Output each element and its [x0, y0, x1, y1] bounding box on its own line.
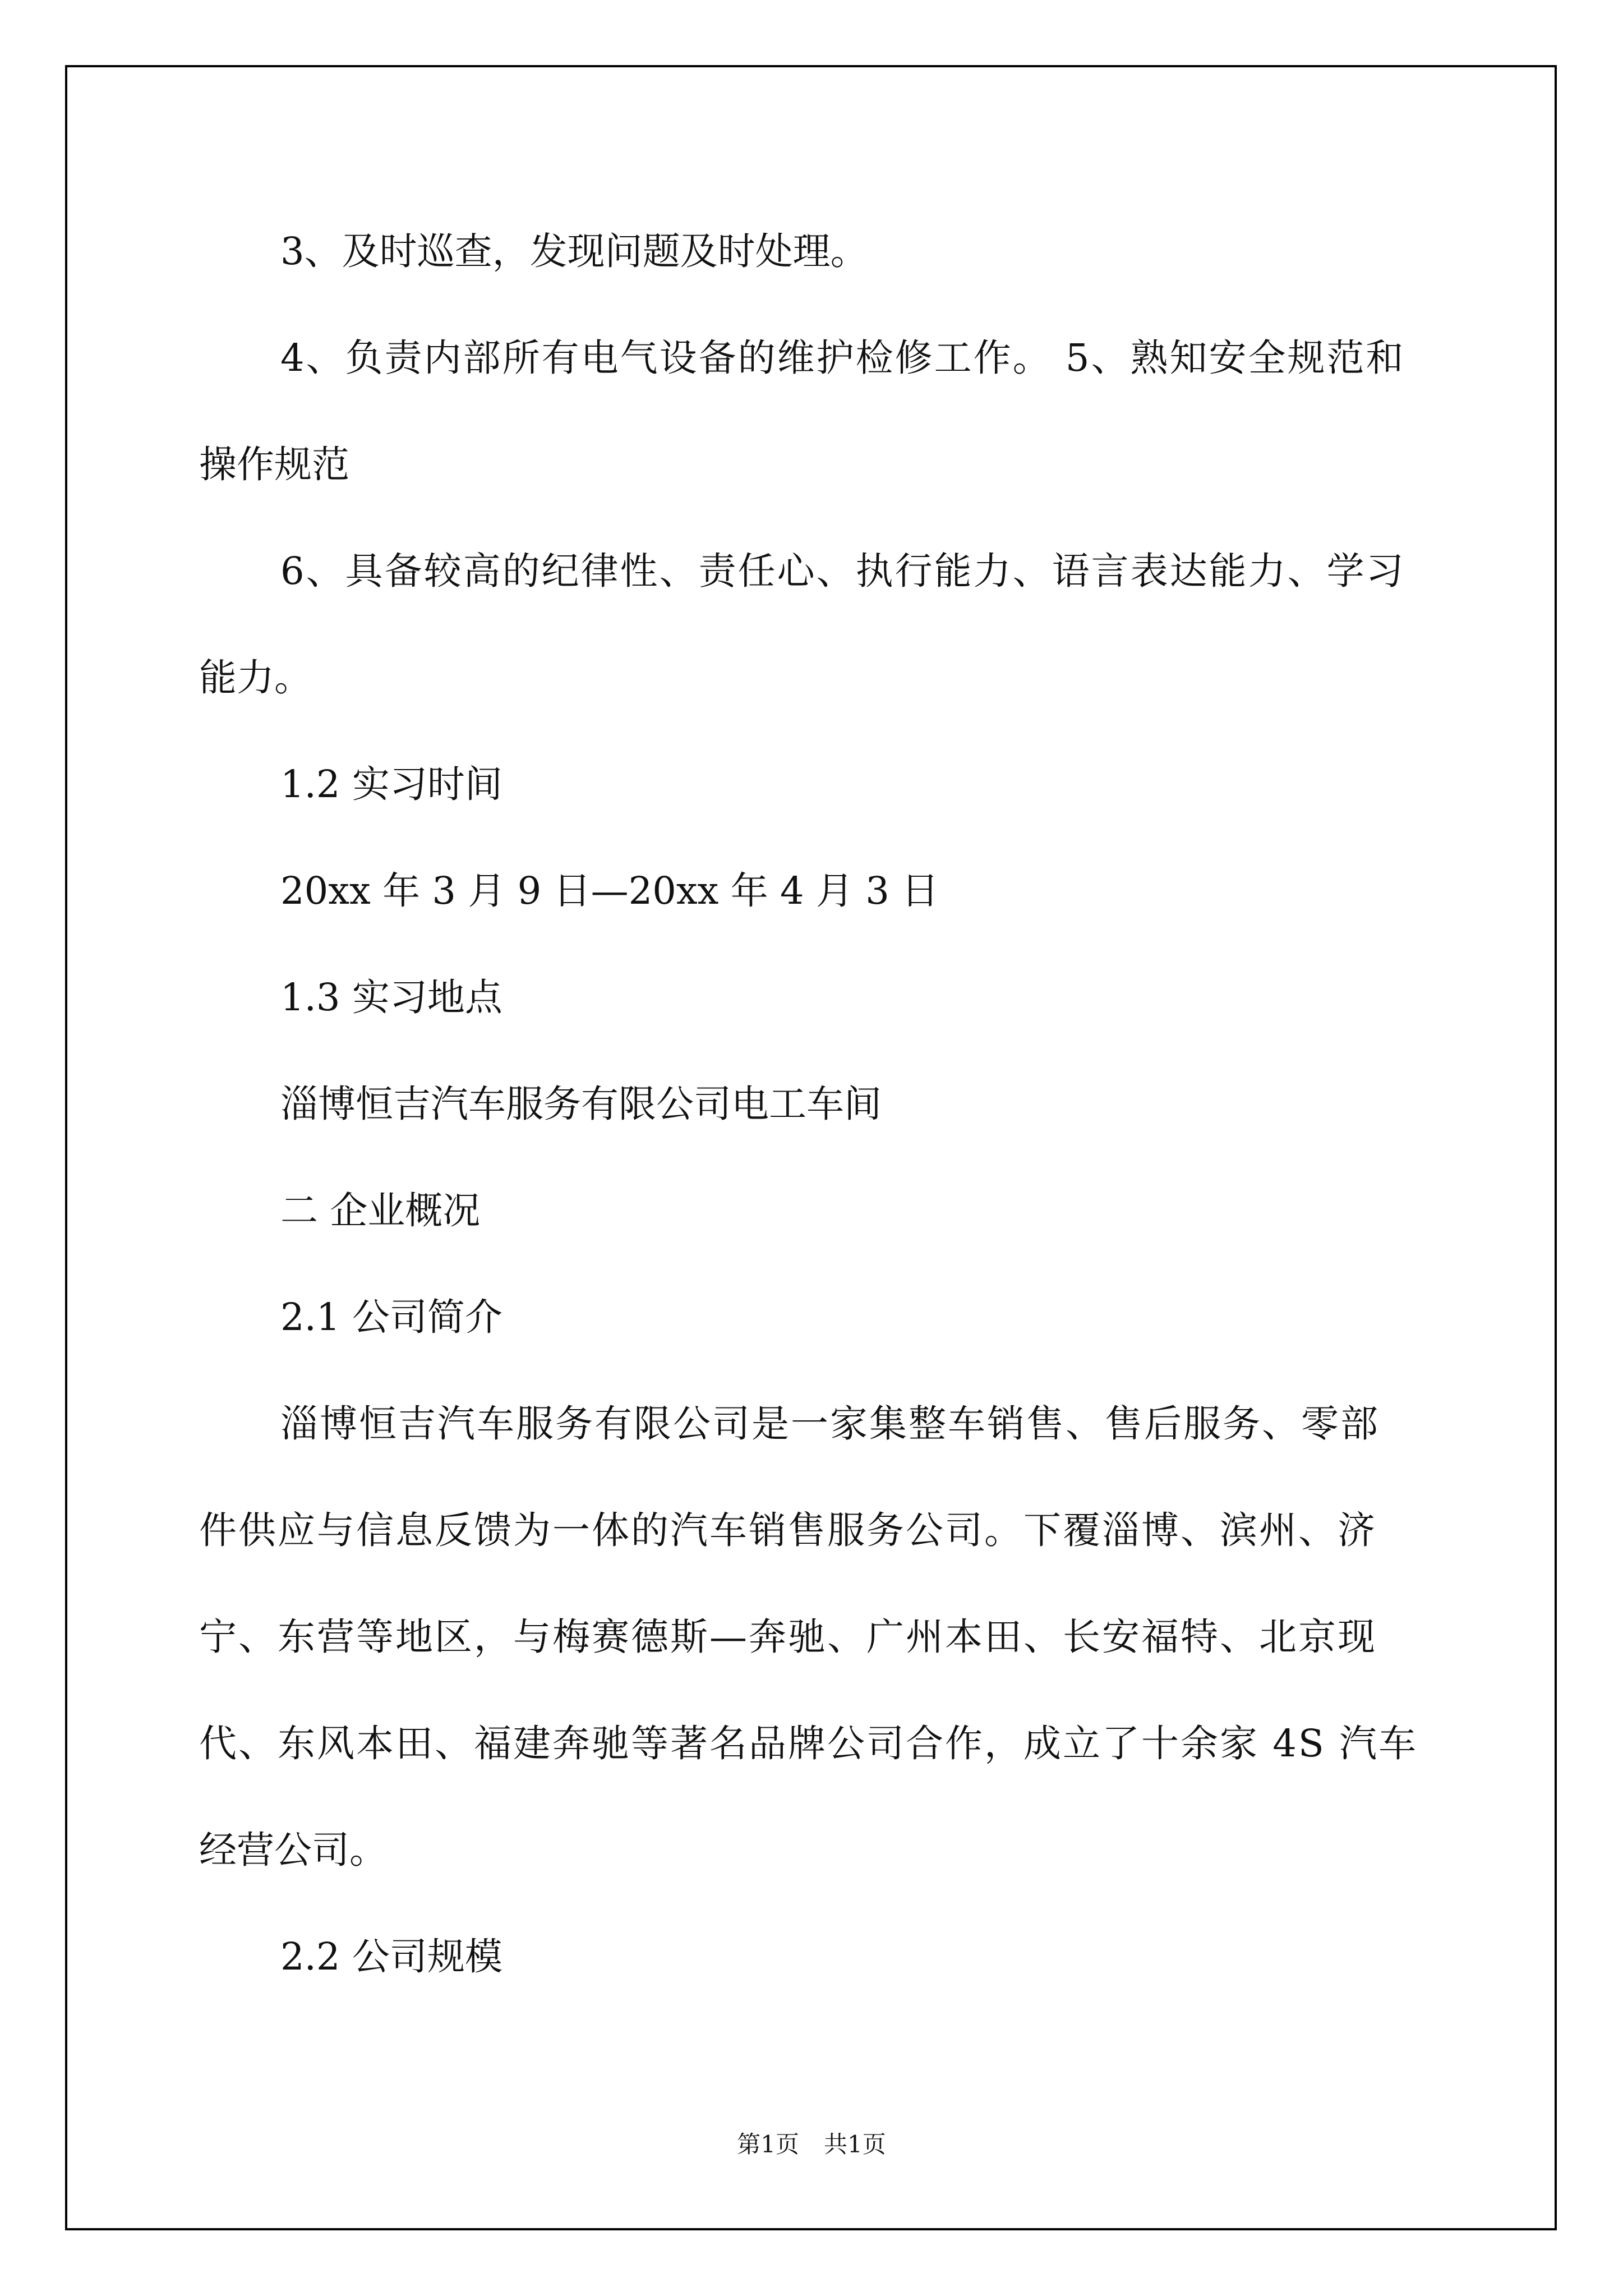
page-number: 第1页 — [737, 2131, 799, 2158]
section-heading: 1.2 实习时间 — [280, 762, 502, 806]
text-line: 操作规范 — [199, 443, 349, 486]
text-line: 经营公司。 — [199, 1828, 387, 1872]
text-line: 6、具备较高的纪律性、责任心、执行能力、语言表达能力、学习 — [280, 549, 1405, 593]
text-line: 淄博恒吉汽车服务有限公司是一家集整车销售、售后服务、零部 — [280, 1402, 1380, 1446]
text-line: 淄博恒吉汽车服务有限公司电工车间 — [280, 1082, 882, 1126]
page-footer — [0, 2126, 1623, 2160]
text-line: 能力。 — [199, 656, 312, 700]
text-line: 宁、东营等地区，与梅赛德斯—奔驰、广州本田、长安福特、北京现 — [199, 1615, 1377, 1659]
chapter-heading: 二 企业概况 — [280, 1189, 481, 1232]
text-line: 件供应与信息反馈为一体的汽车销售服务公司。下覆淄博、滨州、济 — [199, 1508, 1377, 1552]
text-line: 4、负责内部所有电气设备的维护检修工作。 5、熟知安全规范和 — [280, 336, 1405, 380]
text-line: 3、及时巡查，发现问题及时处理。 — [280, 229, 868, 273]
section-heading: 2.1 公司简介 — [280, 1295, 502, 1339]
page-border — [65, 65, 1557, 2230]
page-total: 共1页 — [824, 2131, 886, 2158]
text-line: 20xx 年 3 月 9 日—20xx 年 4 月 3 日 — [280, 869, 939, 913]
section-heading: 2.2 公司规模 — [280, 1935, 502, 1978]
section-heading: 1.3 实习地点 — [280, 976, 502, 1019]
text-line: 代、东风本田、福建奔驰等著名品牌公司合作，成立了十余家 4S 汽车 — [199, 1722, 1418, 1765]
